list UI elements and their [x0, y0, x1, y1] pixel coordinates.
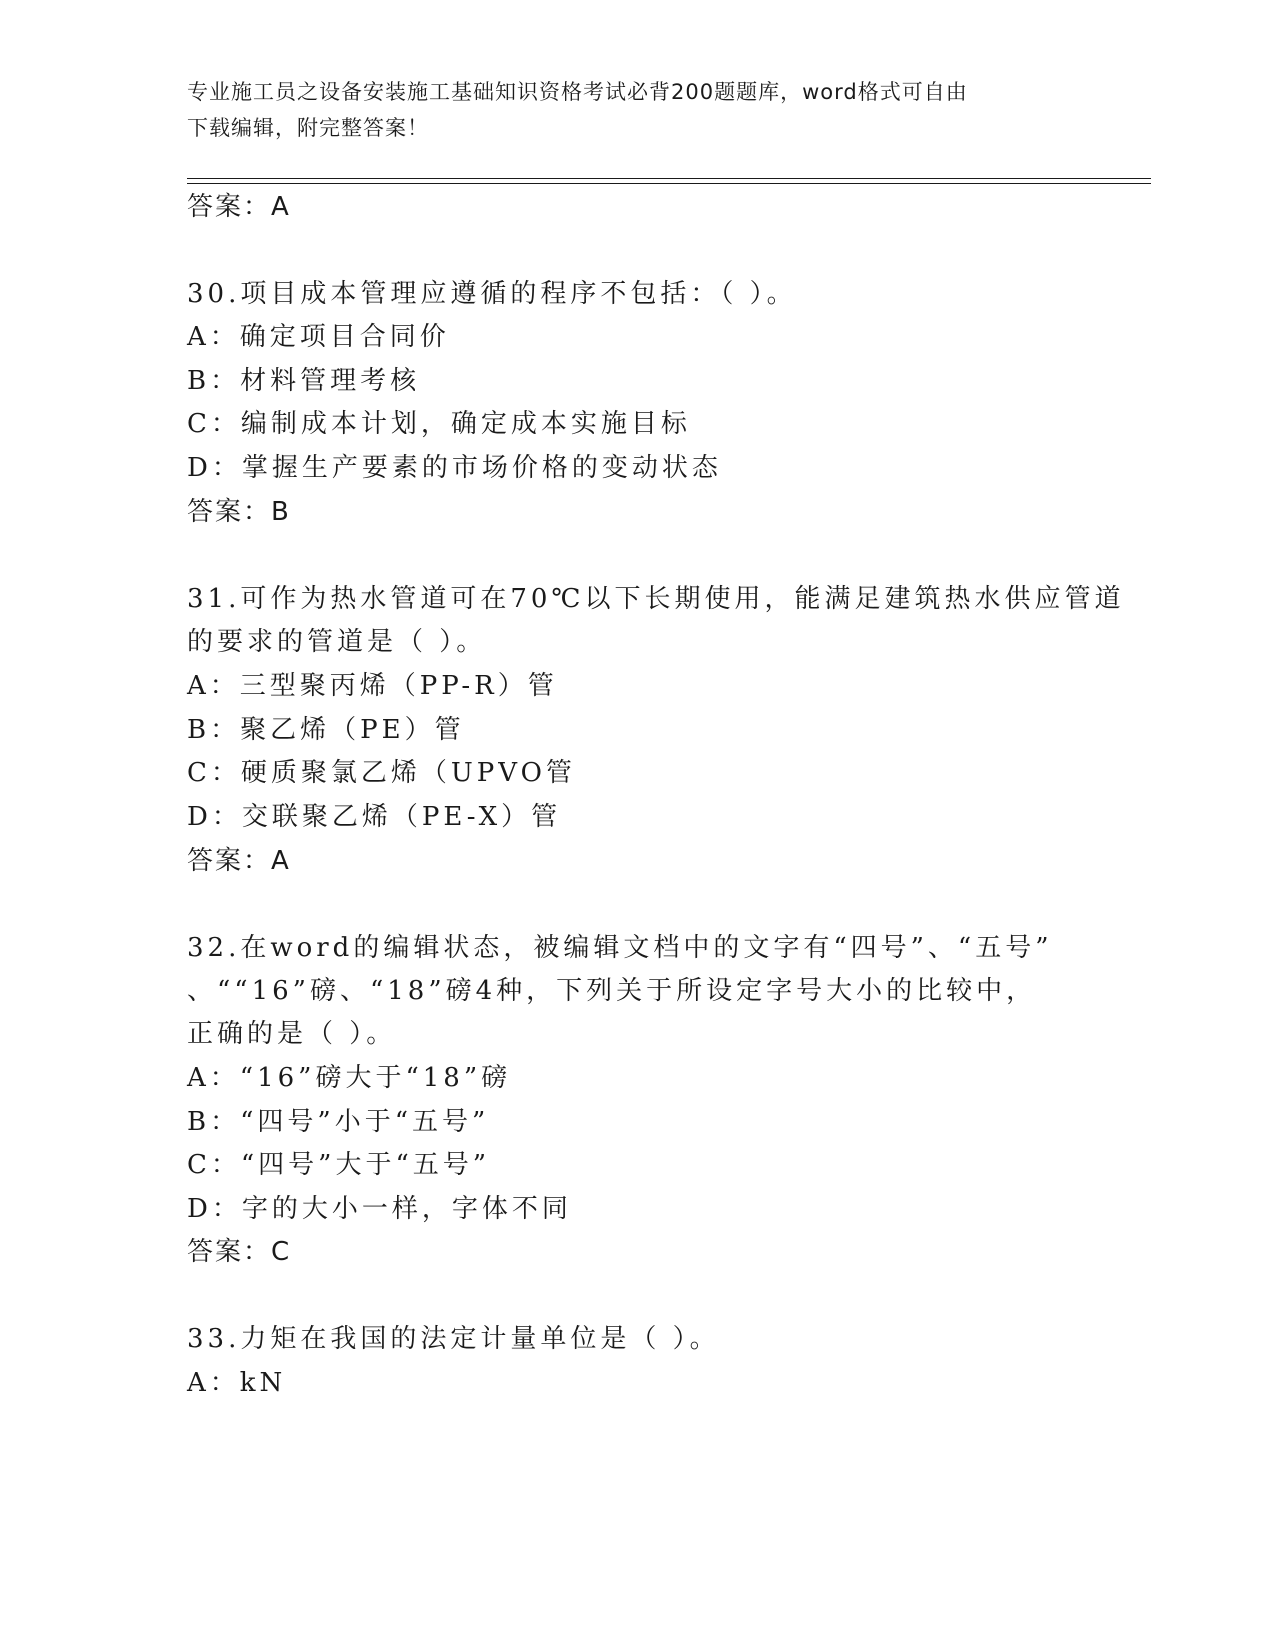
option-b: B：聚乙烯（PE）管 — [187, 715, 465, 745]
document-header — [187, 74, 1087, 146]
option-c: C：编制成本计划，确定成本实施目标 — [187, 409, 691, 439]
header-divider-bottom — [187, 183, 1151, 184]
option-d: D：交联聚乙烯（PE-X）管 — [187, 802, 562, 832]
question-stem: 33.力矩在我国的法定计量单位是（ ）。 — [187, 1324, 720, 1354]
question-stem: 正确的是（ ）。 — [187, 1019, 397, 1049]
header-line-2: 下载编辑，附完整答案！ — [187, 116, 429, 140]
answer-line: 答案：A — [187, 192, 291, 222]
option-c: C：“四号”大于“五号” — [187, 1150, 491, 1180]
question-stem: 30.项目成本管理应遵循的程序不包括：（ ）。 — [187, 279, 797, 309]
header-divider-top — [187, 178, 1151, 179]
question-stem: 31.可作为热水管道可在70℃以下长期使用，能满足建筑热水供应管道 — [187, 584, 1125, 614]
option-b: B：“四号”小于“五号” — [187, 1107, 490, 1137]
option-b: B：材料管理考核 — [187, 366, 421, 396]
answer-line: 答案：C — [187, 1237, 292, 1267]
option-d: D：字的大小一样，字体不同 — [187, 1194, 572, 1224]
question-stem: 32.在word的编辑状态，被编辑文档中的文字有“四号”、“五号” — [187, 933, 1053, 963]
option-a: A：三型聚丙烯（PP-R）管 — [187, 671, 558, 701]
option-d: D：掌握生产要素的市场价格的变动状态 — [187, 453, 722, 483]
header-line-1: 专业施工员之设备安装施工基础知识资格考试必背200题题库，word格式可自由 — [187, 80, 968, 104]
question-stem: 的要求的管道是（ ）。 — [187, 627, 487, 657]
answer-line: 答案：A — [187, 846, 291, 876]
option-a: A：“16”磅大于“18”磅 — [187, 1063, 512, 1093]
option-a: A：kN — [187, 1368, 287, 1398]
option-c: C：硬质聚氯乙烯（UPVO管 — [187, 758, 576, 788]
answer-line: 答案：B — [187, 497, 291, 527]
option-a: A：确定项目合同价 — [187, 322, 450, 352]
question-stem: 、““16”磅、“18”磅4种，下列关于所设定字号大小的比较中， — [187, 976, 1037, 1006]
